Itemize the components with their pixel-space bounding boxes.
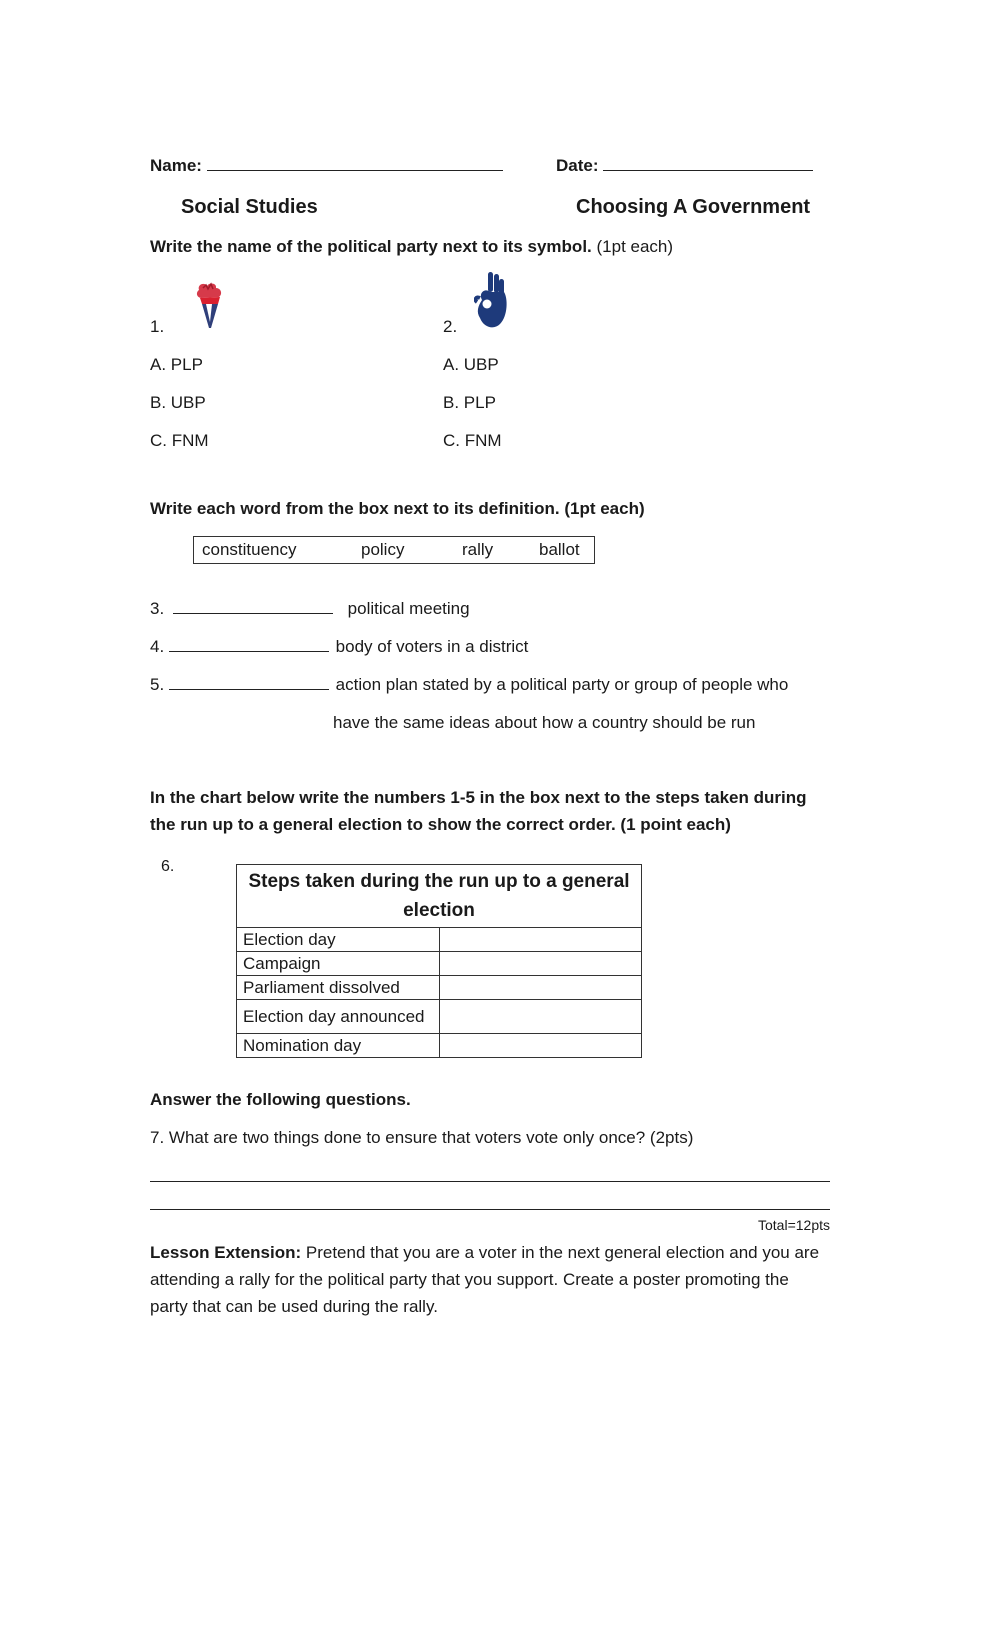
q4-answer-blank[interactable] (169, 637, 329, 652)
q7-answer-line-2[interactable] (150, 1209, 830, 1210)
step-label: Election day (237, 928, 440, 952)
topic-title: Choosing A Government (576, 196, 811, 218)
q3-number: 3. (150, 599, 165, 618)
q4-number: 4. (150, 637, 165, 656)
step-order-box[interactable] (440, 1034, 642, 1058)
extension-text-line2: attending a rally for the political party that you support. Create a poster promoting the (150, 1270, 789, 1289)
q6-number: 6. (161, 858, 175, 875)
step-label: Nomination day (237, 1034, 440, 1058)
step-order-box[interactable] (440, 976, 642, 1000)
word-policy: policy (361, 540, 405, 559)
table-row (237, 1000, 642, 1034)
q1-option-b[interactable]: B. UBP (150, 393, 206, 412)
section1-instruction (150, 237, 673, 257)
q7-question: 7. What are two things done to ensure that voters vote only once? (2pts) (150, 1128, 694, 1147)
table-row (237, 952, 642, 976)
q4-row (150, 637, 528, 657)
q7-answer-line-1[interactable] (150, 1181, 830, 1182)
name-blank[interactable] (207, 156, 503, 171)
name-field[interactable] (150, 156, 503, 176)
q2-option-c[interactable]: C. FNM (443, 431, 502, 450)
table-row (237, 928, 642, 952)
total-points: Total=12pts (758, 1217, 830, 1233)
step-order-box[interactable] (440, 928, 642, 952)
table-row (237, 976, 642, 1000)
q5-number: 5. (150, 675, 165, 694)
word-rally: rally (462, 540, 494, 559)
extension-line1 (150, 1243, 819, 1263)
q3-answer-blank[interactable] (173, 599, 333, 614)
date-field[interactable] (556, 156, 813, 176)
extension-text-line1: Pretend that you are a voter in the next general election and you are (301, 1243, 820, 1262)
step-label: Parliament dissolved (237, 976, 440, 1000)
torch-icon (193, 282, 227, 332)
extension-label: Lesson Extension: (150, 1243, 302, 1262)
step-label: Campaign (237, 952, 440, 976)
subject-title: Social Studies (181, 196, 318, 218)
word-box (193, 536, 595, 564)
section1-instruction-text: Write the name of the political party next to its symbol. (150, 237, 592, 256)
section3-instruction-line2: the run up to a general election to show the correct order. (1 point each) (150, 815, 731, 834)
section4-instruction: Answer the following questions. (150, 1090, 411, 1109)
q5-definition-line2: have the same ideas about how a country should be run (333, 713, 756, 732)
q5-definition-line1: action plan stated by a political party or group of people who (335, 675, 789, 694)
hand-gesture-icon (474, 272, 510, 330)
steps-table-header-row (237, 865, 642, 928)
step-label: Election day announced (237, 1000, 440, 1034)
step-order-box[interactable] (440, 1000, 642, 1034)
section1-points: (1pt each) (596, 237, 674, 256)
q3-row (150, 599, 470, 619)
section3-instruction-line1: In the chart below write the numbers 1-5 in the box next to the steps taken during (150, 788, 807, 807)
steps-table (236, 864, 642, 1058)
q1-option-c[interactable]: C. FNM (150, 431, 209, 450)
word-constituency: constituency (202, 540, 297, 559)
date-label: Date: (556, 156, 599, 175)
q2-number: 2. (443, 317, 458, 336)
name-label: Name: (150, 156, 202, 175)
table-row (237, 1034, 642, 1058)
q1-option-a[interactable]: A. PLP (150, 355, 203, 374)
extension-text-line3: party that can be used during the rally. (150, 1297, 438, 1316)
date-blank[interactable] (603, 156, 813, 171)
q5-row (150, 675, 788, 695)
word-ballot: ballot (539, 540, 580, 559)
q4-definition: body of voters in a district (335, 637, 529, 656)
q5-answer-blank[interactable] (169, 675, 329, 690)
section2-instruction: Write each word from the box next to its definition. (1pt each) (150, 499, 645, 518)
q3-definition: political meeting (347, 599, 470, 618)
steps-table-header: Steps taken during the run up to a general election (237, 865, 642, 928)
step-order-box[interactable] (440, 952, 642, 976)
q1-number: 1. (150, 317, 165, 336)
q2-option-b[interactable]: B. PLP (443, 393, 496, 412)
q2-option-a[interactable]: A. UBP (443, 355, 499, 374)
